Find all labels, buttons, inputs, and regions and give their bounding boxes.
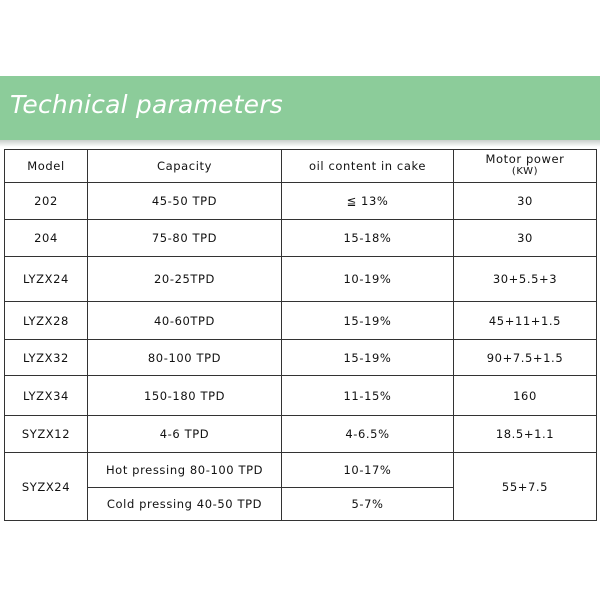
model-cell: LYZX24 (5, 257, 88, 302)
model-cell: LYZX32 (5, 340, 88, 376)
model-cell: 204 (5, 220, 88, 257)
title-banner (0, 76, 600, 140)
header-row (5, 150, 597, 183)
model-cell: SYZX24 (5, 453, 88, 521)
table-row (5, 220, 597, 257)
oil-content-cell: 10-19% (282, 257, 454, 302)
capacity-cell: 80-100 TPD (88, 340, 282, 376)
header-capacity: Capacity (88, 150, 282, 183)
table-row (5, 257, 597, 302)
model-cell: 202 (5, 183, 88, 220)
capacity-cell: 20-25TPD (88, 257, 282, 302)
capacity-cell: 40-60TPD (88, 302, 282, 340)
header-motor-power-label: Motor power (485, 152, 565, 166)
banner-shadow (0, 140, 600, 147)
oil-content-cell: 15-19% (282, 340, 454, 376)
capacity-cell: 75-80 TPD (88, 220, 282, 257)
capacity-cell: 4-6 TPD (88, 416, 282, 453)
oil-content-cell: 15-18% (282, 220, 454, 257)
model-cell: LYZX28 (5, 302, 88, 340)
motor-power-cell: 30 (454, 220, 597, 257)
motor-power-cell: 30 (454, 183, 597, 220)
oil-content-cell: 10-17% (282, 453, 454, 488)
capacity-cell: Hot pressing 80-100 TPD (88, 453, 282, 488)
motor-power-cell: 18.5+1.1 (454, 416, 597, 453)
table-row (5, 302, 597, 340)
page-title: Technical parameters (10, 90, 283, 119)
table-row (5, 340, 597, 376)
header-motor-power (454, 150, 597, 183)
oil-content-cell: 5-7% (282, 488, 454, 521)
motor-power-cell: 45+11+1.5 (454, 302, 597, 340)
header-motor-power-unit: (KW) (511, 166, 539, 177)
motor-power-cell: 90+7.5+1.5 (454, 340, 597, 376)
oil-content-cell: ≦ 13% (282, 183, 454, 220)
header-oil-content: oil content in cake (282, 150, 454, 183)
table-row (5, 416, 597, 453)
technical-parameters-table (4, 149, 597, 521)
model-cell: SYZX12 (5, 416, 88, 453)
model-cell: LYZX34 (5, 376, 88, 416)
motor-power-cell: 160 (454, 376, 597, 416)
capacity-cell: 45-50 TPD (88, 183, 282, 220)
motor-power-cell: 30+5.5+3 (454, 257, 597, 302)
header-model: Model (5, 150, 88, 183)
oil-content-cell: 4-6.5% (282, 416, 454, 453)
motor-power-cell: 55+7.5 (454, 453, 597, 521)
table-row (5, 183, 597, 220)
table-row (5, 376, 597, 416)
oil-content-cell: 15-19% (282, 302, 454, 340)
oil-content-cell: 11-15% (282, 376, 454, 416)
capacity-cell: 150-180 TPD (88, 376, 282, 416)
table-row-syzx24-hot (5, 453, 597, 488)
capacity-cell: Cold pressing 40-50 TPD (88, 488, 282, 521)
